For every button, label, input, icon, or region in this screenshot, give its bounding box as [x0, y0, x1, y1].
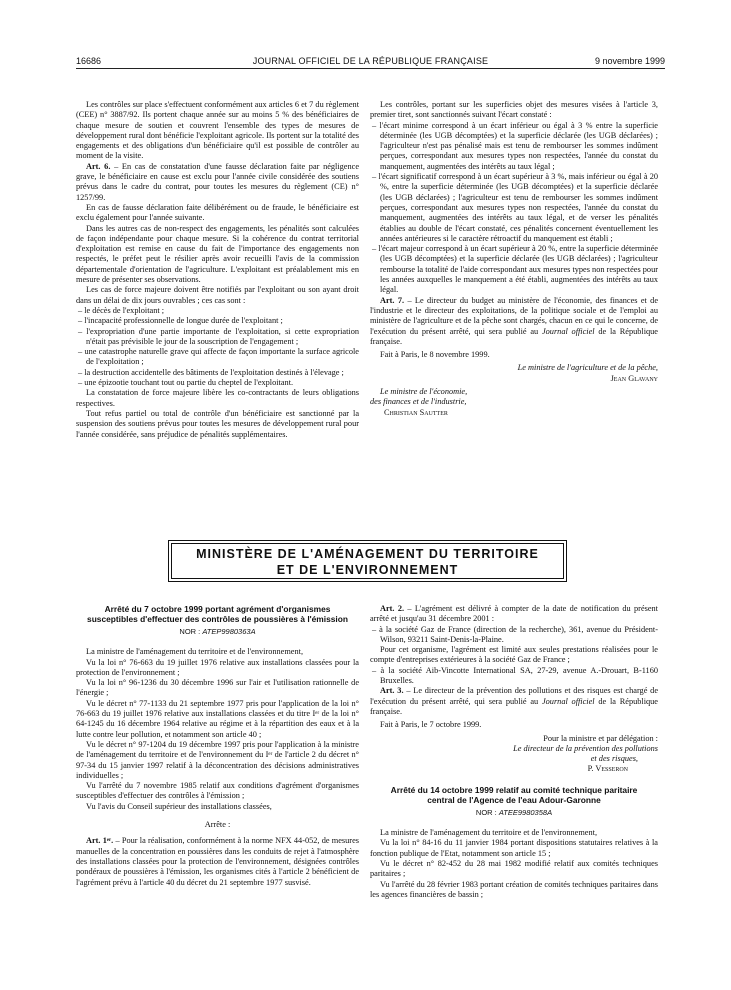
- organism-list-1: [370, 625, 658, 646]
- journal-officiel-ref: Journal officiel: [541, 696, 595, 706]
- list-item: – à la société Gaz de France (direction de la recherche), 361, avenue du Président-Wilson, 93211 Saint-Denis-la-Plaine.: [372, 624, 658, 644]
- organism-list-2: [370, 666, 658, 687]
- paragraph: Vu l'avis du Conseil supérieur des installations classées,: [86, 801, 272, 811]
- nor-code: ATEE9980358A: [498, 807, 553, 817]
- decree-title: Arrêté du 14 octobre 1999 relatif au comité technique paritaire central de l'Agence de l'eau Adour-Garonne: [390, 784, 638, 805]
- column-right-top: [370, 100, 658, 418]
- list-item: – l'écart majeur correspond à un écart supérieur à 20 %, entre la superficie déterminée (les UGB décomptées) et la superficie déclarée (les UGB déclarées) ; l'agriculteur rembourse la totalité de l'aide correspondant aux mesures types non respectées pour les années auxquelles le manquement a été établi, augmentées des intérêts au taux légal.: [372, 244, 658, 295]
- list-item: – le décès de l'exploitant ;: [78, 305, 165, 315]
- paragraph: La ministre de l'aménagement du territoire et de l'environnement,: [380, 828, 598, 838]
- fait-a-paris: Fait à Paris, le 7 octobre 1999.: [380, 720, 482, 730]
- article-label: Art. 7.: [380, 295, 405, 305]
- nor-code: ATEP9980363A: [202, 627, 256, 636]
- journal-officiel-ref: Journal officiel: [541, 326, 595, 336]
- page-number: 16686: [76, 56, 102, 66]
- paragraph: Les contrôles, portant sur les superficies objet des mesures visées à l'article 3, premier tiret, sont sanctionnés suivant l'écart constaté :: [370, 100, 658, 120]
- paragraph: En cas de fausse déclaration faite délibérément ou de fraude, le bénéficiaire est exclu également pour l'année suivante.: [76, 202, 359, 223]
- list-item: – une catastrophe naturelle grave qui affecte de façon importante la surface agricole de l'exploitation ;: [78, 347, 359, 367]
- arrete-heading: Arrête :: [204, 820, 231, 830]
- journal-title: JOURNAL OFFICIEL DE LA RÉPUBLIQUE FRANÇAISE: [252, 56, 489, 66]
- column-left-top: [76, 100, 359, 440]
- list-item: – l'écart significatif correspond à un écart supérieur à 3 %, mais inférieur ou égal à 20 %, entre la superficie déterminée (les UGB décomptées) et la superficie déclarée (les UGB déclarées) ; l'agriculteur est tenu de rembourser les sommes indûment perçues, correspondant aux mesures types non respectées, l'année du constat du manquement, augmentées des intérêts au taux légal, et de verser les pénalités établies au double de l'écart constaté, ces pénalités concernent éventuellement les années antérieures si le caractère rétroactif du manquement est établi ;: [372, 172, 658, 243]
- paragraph: La constatation de force majeure libère les co-contractants de leurs obligations respectives.: [76, 388, 359, 408]
- signatory-title: Le ministre de l'agriculture et de la pêche,: [517, 363, 658, 373]
- article-text: – Pour la réalisation, conformément à la norme NFX 44-052, de mesures manuelles de la concentration en poussières dans les conduits de rejet à l'atmosphère des installations classées pour la protection de l'environnement, désignées contrôles pondéraux de poussières à l'émission, les organismes cités à l'article 2 bénéficient de l'agrément prévu à l'article 40 du décret du 21 septembre 1977 susvisé.: [76, 836, 359, 887]
- article-text: – Le directeur de la prévention des pollutions et des risques est chargé de l'exécution du présent arrêté, qui sera publié au: [370, 686, 659, 706]
- ministry-name-line-2: ET DE L'ENVIRONNEMENT: [276, 563, 459, 577]
- paragraph: La ministre de l'aménagement du territoire et de l'environnement,: [86, 647, 304, 657]
- nor-reference: [370, 808, 658, 818]
- paragraph: Vu le décret n° 77-1133 du 21 septembre 1977 pris pour l'application de la loi n° 76-663 du 19 juillet 1976 relative aux installations classées et du titre Iᵉʳ de la loi n° 64-1245 du 16 décembre 1964 relative au régime et à la répartition des eaux et à la lutte contre leur pollution, et notamment son article 40 ;: [76, 698, 359, 739]
- article-3: [370, 686, 658, 717]
- nor-reference: [76, 627, 359, 637]
- article-label: Art. 2.: [380, 604, 405, 613]
- article-text: – L'agrément est délivré à compter de la date de notification du présent arrêté et jusqu'au 31 décembre 2001 :: [370, 604, 658, 624]
- ministry-banner: [168, 540, 567, 582]
- article-6: [76, 162, 359, 203]
- article-text-end: de la République française.: [370, 696, 658, 716]
- article-1: [76, 836, 359, 887]
- article-text: – En cas de constatation d'une fausse déclaration faite par négligence grave, le bénéficiaire en cause est exclu pour l'année civile considérée des soutiens prévus dans le cadre du contrat, pour toutes les mesures du règlement (CE) n° 1257/99.: [76, 161, 359, 202]
- paragraph: Vu la loi n° 84-16 du 11 janvier 1984 portant dispositions statutaires relatives à la fonction publique de l'Etat, notamment son article 15 ;: [370, 838, 658, 858]
- paragraph: Vu l'arrêté du 7 novembre 1985 relatif aux conditions d'agrément d'organismes susceptibles d'effectuer des contrôles à l'émission ;: [76, 781, 359, 801]
- list-item: – l'expropriation d'une partie importante de l'exploitation, si cette expropriation n'était pas prévisible le jour de la souscription de l'engagement ;: [78, 326, 359, 346]
- decree-title: Arrêté du 7 octobre 1999 portant agrément d'organismes susceptibles d'effectuer des contrôles de poussières à l'émission: [87, 604, 348, 624]
- paragraph: Dans les autres cas de non-respect des engagements, les pénalités sont calculées de façon indépendante pour chaque mesure. Si la cohérence du contrat territorial d'exploitation est remise en cause du fait de l'importance des engagements non respectés, le préfet peut le résilier après avoir recueilli l'avis de la commission départementale d'orientation de l'agriculture. L'exploitant est préalablement mis en mesure de présenter ses observations.: [76, 223, 359, 285]
- force-majeure-list: [76, 306, 359, 388]
- paragraph: Tout refus partiel ou total de contrôle d'un bénéficiaire est sanctionné par la suspension des soutiens prévus pour toutes les mesures de développement rural pour l'année considérée, sans préjudice de pénalités supplémentaires.: [76, 408, 359, 439]
- paragraph: Vu l'arrêté du 28 février 1983 portant création de comités techniques paritaires dans les agences financières de bassin ;: [370, 879, 658, 899]
- ministry-banner-inner: [171, 543, 564, 579]
- ministry-name-line-1: MINISTÈRE DE L'AMÉNAGEMENT DU TERRITOIRE: [196, 547, 539, 561]
- article-text-end: de la République française.: [370, 326, 658, 346]
- paragraph: Les cas de force majeure doivent être notifiés par l'exploitant ou son ayant droit dans un délai de dix jours ouvrables ; ces cas sont :: [76, 285, 359, 305]
- article-2: [370, 604, 658, 625]
- signatory-title: des finances et de l'industrie,: [370, 397, 467, 407]
- column-left-bottom: [76, 604, 359, 888]
- column-right-bottom: [370, 604, 658, 900]
- article-label: Art. 3.: [380, 686, 404, 696]
- list-item: – à la société Aib-Vincotte International SA, 27-29, avenue A.-Drouart, B-1160 Bruxelles.: [372, 665, 658, 686]
- signatory-name: Jean Glavany: [610, 373, 658, 383]
- paragraph: Pour cet organisme, l'agrément est limité aux seules prestations réalisées pour le compte d'entreprises extérieures à la société Gaz de France ;: [370, 645, 658, 665]
- article-label: Art. 6.: [86, 161, 111, 171]
- nor-label: NOR :: [179, 627, 203, 636]
- article-7: [370, 296, 658, 347]
- nor-label: NOR :: [475, 807, 499, 817]
- fait-a-paris: Fait à Paris, le 8 novembre 1999.: [380, 350, 490, 360]
- paragraph: Vu le décret n° 82-452 du 28 mai 1982 modifié relatif aux comités techniques paritaires ;: [370, 858, 658, 879]
- signatory-name: Christian Sautter: [384, 407, 448, 417]
- signatory-name: P. Vesseron: [587, 764, 628, 774]
- list-item: – une épizootie touchant tout ou partie du cheptel de l'exploitant.: [78, 378, 294, 388]
- list-item: – la destruction accidentelle des bâtiments de l'exploitation destinés à l'élevage ;: [78, 367, 344, 377]
- article-label: Art. 1ᵉʳ.: [86, 836, 114, 846]
- delegation-note: Pour la ministre et par délégation :: [543, 733, 658, 743]
- page-header: [76, 56, 665, 69]
- paragraph: Vu la loi n° 76-663 du 19 juillet 1976 relative aux installations classées pour la protection de l'environnement ;: [76, 657, 359, 677]
- paragraph: Vu la loi n° 96-1236 du 30 décembre 1996 sur l'air et l'utilisation rationnelle de l'énergie ;: [76, 678, 359, 698]
- paragraph: Les contrôles sur place s'effectuent conformément aux articles 6 et 7 du règlement (CEE) n° 3887/92. Ils portent chaque année sur au moins 5 % des bénéficiaires de chaque mesure de soutien et couvrent l'ensemble des types de mesures de développement rural dont bénéficie l'exploitant agricole. Ils portent sur la totalité des engagements et des obligations d'un bénéficiaire qu'il est possible de contrôler au moment de la visite.: [76, 100, 359, 161]
- signatory-title: et des risques,: [590, 754, 638, 764]
- list-item: – l'écart minime correspond à un écart inférieur ou égal à 3 % entre la superficie déterminée (les UGB décomptées) et la superficie déclarée (les UGB déclarées) ; l'agriculteur n'est pas pénalisé mais est tenu de rembourser les sommes indûment perçues, correspondant aux mesures types non respectées, l'année du constat du manquement, augmentées des intérêts au taux légal ;: [372, 120, 658, 171]
- article-text: – Le directeur du budget au ministère de l'économie, des finances et de l'industrie et le directeur des exploitations, de la politique sociale et de l'emploi au ministère de l'agriculture et de la pêche sont chargés, chacun en ce qui le concerne, de l'exécution du présent arrêté, qui sera publié au: [370, 295, 659, 336]
- list-item: – l'incapacité professionnelle de longue durée de l'exploitant ;: [78, 316, 283, 326]
- ecart-list: [370, 121, 658, 296]
- issue-date: 9 novembre 1999: [594, 56, 665, 66]
- signatory-title: Le ministre de l'économie,: [380, 387, 468, 397]
- signatory-title: Le directeur de la prévention des pollutions: [513, 743, 658, 753]
- paragraph: Vu le décret n° 97-1204 du 19 décembre 1997 pris pour l'application à la ministre de l'aménagement du territoire et de l'environnement du Iᵉʳ de l'article 2 du décret n° 97-34 du 15 janvier 1997 relatif à la déconcentration des décisions administratives individuelles ;: [76, 739, 359, 780]
